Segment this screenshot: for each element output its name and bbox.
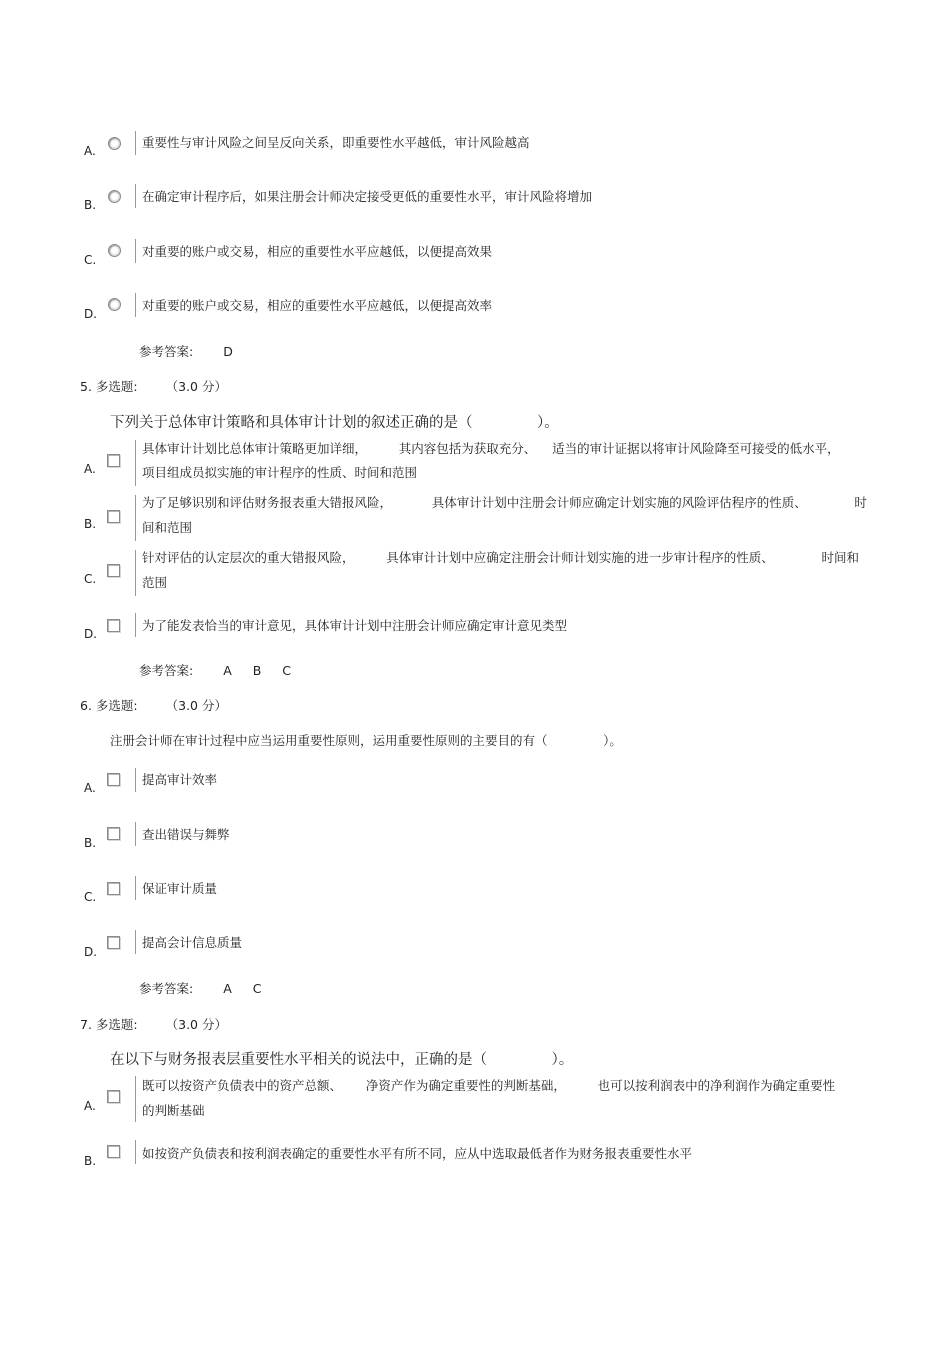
option-text-line2: 间和范围 <box>142 520 193 535</box>
checkbox[interactable] <box>107 510 120 523</box>
checkbox[interactable] <box>107 1145 120 1158</box>
question-stem: 注册会计师在审计过程中应当运用重要性原则，运用重要性原则的主要目的有（ ）。 <box>110 733 622 748</box>
question-stem: 在以下与财务报表层重要性水平相关的说法中，正确的是（ ）。 <box>110 1052 574 1068</box>
option-text: 提高审计效率 <box>142 772 218 787</box>
option-text: 重要性与审计风险之间呈反向关系，即重要性水平越低，审计风险越高 <box>142 135 530 150</box>
checkbox[interactable] <box>107 564 120 577</box>
option-text: 查出错误与舞弊 <box>142 827 230 842</box>
radio-button[interactable] <box>108 190 121 203</box>
option-divider <box>135 184 136 208</box>
option-text-line2: 范围 <box>142 575 168 590</box>
question-type: 多选题: <box>95 698 138 713</box>
reference-answer <box>139 979 278 997</box>
checkbox[interactable] <box>107 882 120 895</box>
option-divider <box>135 876 136 900</box>
answer-letter: D <box>223 344 233 359</box>
option-divider <box>135 768 136 792</box>
question-type: 多选题: <box>95 1017 138 1032</box>
option-text-line1: 如按资产负债表和按利润表确定的重要性水平有所不同，应从中选取最低者作为财务报表重要性水平 <box>142 1146 693 1161</box>
radio-button[interactable] <box>108 137 121 150</box>
question-header <box>80 696 227 714</box>
checkbox[interactable] <box>107 936 120 949</box>
option-text: 保证审计质量 <box>142 881 218 896</box>
question-header <box>80 1015 227 1033</box>
option-divider <box>135 495 136 541</box>
option-letter: B. <box>84 517 97 531</box>
answer-label: 参考答案: <box>139 663 194 678</box>
checkbox[interactable] <box>107 454 120 467</box>
reference-answer <box>139 661 308 679</box>
question-stem: 下列关于总体审计策略和具体审计计划的叙述正确的是（ ）。 <box>110 415 559 431</box>
question-score: （3.0 分） <box>165 379 227 394</box>
option-divider <box>135 822 136 846</box>
option-letter: B. <box>84 836 97 850</box>
question-score: （3.0 分） <box>165 1017 227 1032</box>
option-divider <box>135 1140 136 1164</box>
option-text: 提高会计信息质量 <box>142 935 243 950</box>
answer-letter: A <box>223 663 232 678</box>
option-divider <box>135 613 136 637</box>
reference-answer <box>139 342 250 360</box>
question-number: 6. <box>80 698 92 713</box>
checkbox[interactable] <box>107 619 120 632</box>
answer-label: 参考答案: <box>139 981 194 996</box>
option-text-line1: 具体审计计划比总体审计策略更加详细， 其内容包括为获取充分、 适当的审计证据以将审计风险降至可接受的低水平， <box>142 441 840 456</box>
option-divider <box>135 440 136 486</box>
option-letter: A. <box>84 1099 96 1113</box>
option-text-line1: 为了能发表恰当的审计意见，具体审计计划中注册会计师应确定审计意见类型 <box>142 618 568 633</box>
option-text: 对重要的账户或交易，相应的重要性水平应越低，以便提高效果 <box>142 244 493 259</box>
question-header <box>80 377 227 395</box>
option-letter: B. <box>84 1154 97 1168</box>
checkbox[interactable] <box>107 773 120 786</box>
option-letter: C. <box>84 253 97 267</box>
option-divider <box>135 293 136 317</box>
question-score: （3.0 分） <box>165 698 227 713</box>
option-text-line1: 既可以按资产负债表中的资产总额、 净资产作为确定重要性的判断基础， 也可以按利润表中的净利润作为确定重要性 <box>142 1078 836 1093</box>
option-divider <box>135 550 136 596</box>
option-letter: A. <box>84 781 96 795</box>
option-letter: C. <box>84 572 97 586</box>
radio-button[interactable] <box>108 244 121 257</box>
option-letter: D. <box>84 627 98 641</box>
checkbox[interactable] <box>107 1090 120 1103</box>
option-text: 在确定审计程序后，如果注册会计师决定接受更低的重要性水平，审计风险将增加 <box>142 189 593 204</box>
answer-letter: A <box>223 981 232 996</box>
option-text-line1: 针对评估的认定层次的重大错报风险， 具体审计计划中应确定注册会计师计划实施的进一步审计程序的性质、 时间和 <box>142 550 859 565</box>
option-divider <box>135 1076 136 1122</box>
question-type: 多选题: <box>95 379 138 394</box>
answer-label: 参考答案: <box>139 344 194 359</box>
option-text-line1: 为了足够识别和评估财务报表重大错报风险， 具体审计计划中注册会计师应确定计划实施的风险评估程序的性质、 时 <box>142 495 867 510</box>
answer-letter: C <box>282 663 292 678</box>
answer-letter: B <box>252 663 262 678</box>
option-text-line2: 项目组成员拟实施的审计程序的性质、时间和范围 <box>142 465 418 480</box>
option-divider <box>135 131 136 155</box>
option-letter: D. <box>84 945 98 959</box>
radio-button[interactable] <box>108 298 121 311</box>
option-letter: B. <box>84 198 97 212</box>
question-number: 7. <box>80 1017 92 1032</box>
option-divider <box>135 930 136 954</box>
option-letter: D. <box>84 307 98 321</box>
option-text: 对重要的账户或交易，相应的重要性水平应越低，以便提高效率 <box>142 298 493 313</box>
option-divider <box>135 239 136 263</box>
option-letter: C. <box>84 890 97 904</box>
answer-letter: C <box>252 981 262 996</box>
checkbox[interactable] <box>107 827 120 840</box>
question-number: 5. <box>80 379 92 394</box>
option-letter: A. <box>84 144 96 158</box>
option-text-line2: 的判断基础 <box>142 1103 205 1118</box>
option-letter: A. <box>84 462 96 476</box>
